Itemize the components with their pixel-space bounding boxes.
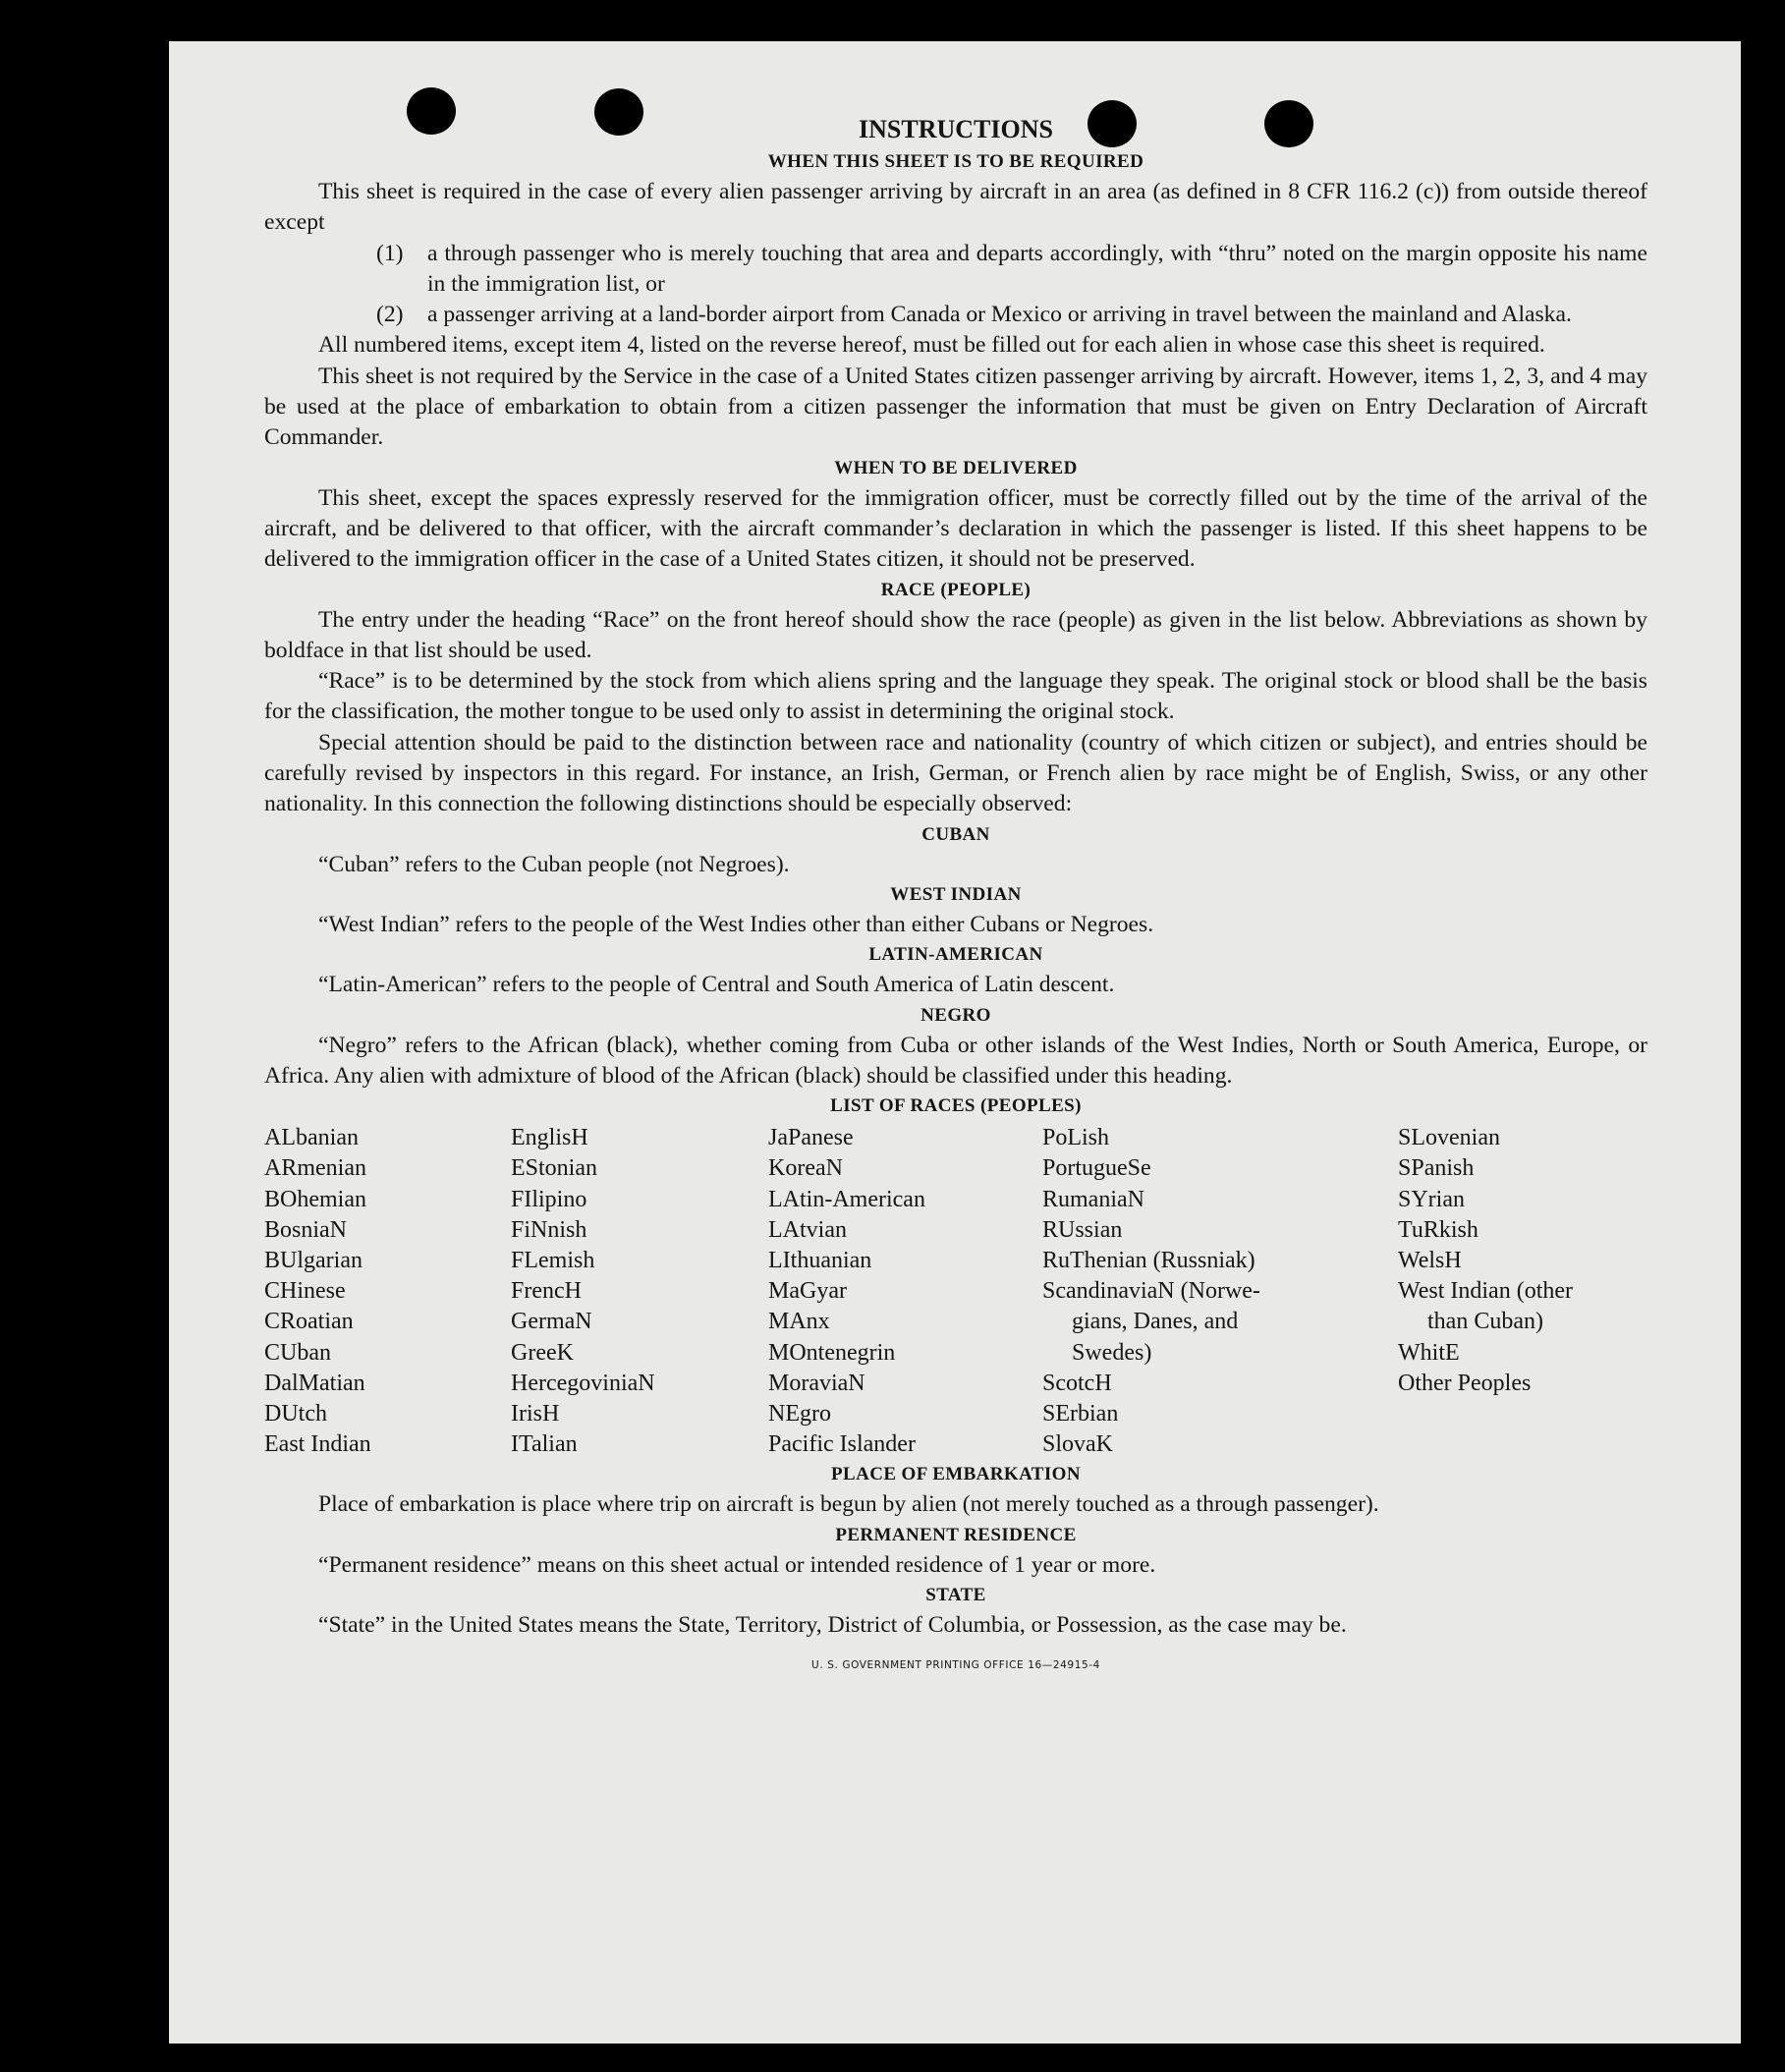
race-entry: JaPanese (768, 1125, 854, 1151)
race-entry: WhitE (1398, 1339, 1460, 1366)
race-entry: BosniaN (264, 1216, 347, 1243)
race-entry: PortugueSe (1042, 1155, 1151, 1182)
paragraph: All numbered items, except item 4, listed on the reverse hereof, must be filled out for each alien in whose case this sheet is required. (318, 332, 1545, 359)
instructions-content (264, 112, 1647, 1682)
race-entry: KoreaN (768, 1155, 843, 1182)
race-entry: ScandinaviaN (Norwe- (1042, 1278, 1260, 1305)
race-entry: SErbian (1042, 1400, 1119, 1427)
race-entry: DalMatian (264, 1370, 365, 1396)
paragraph: “State” in the United States means the State, Territory, District of Columbia, or Possession, as the case may be. (318, 1611, 1347, 1638)
race-entry: SLovenian (1398, 1125, 1500, 1151)
paragraph: Special attention should be paid to the distinction between race and nationality (country of which citizen or subject), and entries should be carefully revised by inspectors in this regard. For instance, an Irish, German, or French alien by race might be of English, Swiss, or any other nationality. In this connection the following distinctions should be especially observed: (264, 729, 1647, 817)
paragraph: “West Indian” refers to the people of the West Indies other than either Cubans or Negroes. (318, 911, 1154, 937)
item-text: a passenger arriving at a land-border airport from Canada or Mexico or arriving in travel between the mainland and Alaska. (427, 302, 1572, 328)
list-item (264, 300, 1647, 330)
item-number: (2) (376, 302, 404, 328)
section-heading: WHEN TO BE DELIVERED (834, 457, 1078, 478)
race-entry: MoraviaN (768, 1370, 865, 1396)
race-entry: GermaN (511, 1309, 592, 1335)
race-entry: HercegoviniaN (511, 1370, 655, 1396)
section-heading: LATIN-AMERICAN (868, 944, 1043, 966)
paragraph: “Latin-American” refers to the people of Central and South America of Latin descent. (318, 972, 1115, 998)
race-entry: PoLish (1042, 1125, 1110, 1151)
race-entry: MAnx (768, 1309, 830, 1335)
race-column (264, 1123, 511, 1460)
race-column (768, 1123, 1042, 1460)
race-entry: IrisH (511, 1400, 560, 1427)
race-entry: BUlgarian (264, 1247, 363, 1273)
paragraph: The entry under the heading “Race” on the front hereof should show the race (people) as given in the list below. Abbreviations as shown by boldface in that list should be used. (264, 606, 1647, 663)
race-entry: EnglisH (511, 1125, 588, 1151)
paragraph: “Negro” refers to the African (black), whether coming from Cuba or other islands of the West Indies, North or South America, Europe, or Africa. Any alien with admixture of blood of the African (black) should be classified under this heading. (264, 1032, 1647, 1089)
race-entry: DUtch (264, 1400, 327, 1427)
race-entry: than Cuban) (1427, 1309, 1543, 1335)
race-entry: Swedes) (1072, 1339, 1152, 1366)
list-item (264, 239, 1647, 301)
page-title: INSTRUCTIONS (859, 115, 1053, 143)
race-entry: RumaniaN (1042, 1186, 1144, 1212)
race-entry: CRoatian (264, 1309, 354, 1335)
paragraph: “Permanent residence” means on this sheet actual or intended residence of 1 year or more. (318, 1551, 1156, 1578)
race-entry: SlovaK (1042, 1431, 1113, 1458)
race-entry: SPanish (1398, 1155, 1475, 1182)
race-entry: GreeK (511, 1339, 574, 1366)
race-entry: ARmenian (264, 1155, 366, 1182)
race-entry: BOhemian (264, 1186, 366, 1212)
race-list (264, 1123, 1647, 1460)
race-entry: ITalian (511, 1431, 578, 1458)
race-entry: FrencH (511, 1278, 582, 1305)
instruction-sheet (169, 41, 1741, 2044)
section-heading: WEST INDIAN (890, 883, 1022, 905)
item-text: a through passenger who is merely touching that area and departs accordingly, with “thru” noted on the margin opposite his name in the immigration list, or (427, 240, 1647, 297)
section-heading: STATE (925, 1584, 986, 1605)
race-entry: Other Peoples (1398, 1370, 1532, 1396)
section-heading: RACE (PEOPLE) (880, 579, 1032, 600)
race-entry: TuRkish (1398, 1216, 1478, 1243)
race-entry: FLemish (511, 1247, 595, 1273)
section-heading: WHEN THIS SHEET IS TO BE REQUIRED (767, 151, 1144, 172)
paragraph: This sheet is not required by the Service in the case of a United States citizen passenger arriving by aircraft. However, items 1, 2, 3, and 4 may be used at the place of embarkation to obtain from a citizen passenger the information that must be given on Entry Declaration of Aircraft Commander. (264, 363, 1647, 451)
paragraph: “Race” is to be determined by the stock from which aliens spring and the language they speak. The original stock or blood shall be the basis for the classification, the mother tongue to be used only to assist in determining the original stock. (264, 668, 1647, 725)
race-entry: ALbanian (264, 1125, 359, 1151)
race-entry: East Indian (264, 1431, 371, 1458)
section-heading: PLACE OF EMBARKATION (831, 1464, 1081, 1485)
race-entry: MOntenegrin (768, 1339, 896, 1366)
section-heading: CUBAN (921, 823, 990, 845)
section-heading: NEGRO (920, 1004, 991, 1026)
race-entry: FiNnish (511, 1216, 587, 1243)
race-column (511, 1123, 768, 1460)
section-heading: PERMANENT RESIDENCE (835, 1524, 1077, 1545)
race-entry: RuThenian (Russniak) (1042, 1247, 1255, 1273)
paragraph: “Cuban” refers to the Cuban people (not Negroes). (318, 851, 790, 877)
race-entry: CHinese (264, 1278, 346, 1305)
race-entry: NEgro (768, 1400, 831, 1427)
race-entry: West Indian (other (1398, 1278, 1574, 1305)
race-entry: FIlipino (511, 1186, 587, 1212)
race-entry: MaGyar (768, 1278, 847, 1305)
race-entry: EStonian (511, 1155, 597, 1182)
race-entry: ScotcH (1042, 1370, 1112, 1396)
race-entry: LAtin-American (768, 1186, 925, 1212)
paragraph: This sheet is required in the case of every alien passenger arriving by aircraft in an area (as defined in 8 CFR 116.2 (c)) from outside thereof except (264, 179, 1647, 236)
race-entry: gians, Danes, and (1072, 1309, 1239, 1335)
race-entry: RUssian (1042, 1216, 1123, 1243)
section-heading: LIST OF RACES (PEOPLES) (830, 1095, 1082, 1117)
race-column (1398, 1123, 1647, 1460)
item-number: (1) (376, 240, 404, 266)
printer-imprint: U. S. GOVERNMENT PRINTING OFFICE 16—24915-4 (811, 1659, 1100, 1672)
race-entry: WelsH (1398, 1247, 1462, 1273)
paragraph: Place of embarkation is place where trip on aircraft is begun by alien (not merely touched as a through passenger). (318, 1491, 1379, 1518)
race-entry: Pacific Islander (768, 1431, 916, 1458)
race-entry: CUban (264, 1339, 331, 1366)
race-entry: LAtvian (768, 1216, 847, 1243)
race-entry: SYrian (1398, 1186, 1465, 1212)
race-entry: LIthuanian (768, 1247, 872, 1273)
race-column (1042, 1123, 1398, 1460)
paragraph: This sheet, except the spaces expressly reserved for the immigration officer, must be correctly filled out by the time of the arrival of the aircraft, and be delivered to that officer, with the aircraft commander’s declaration in which the passenger is listed. If this sheet happens to be delivered to the immigration officer in the case of a United States citizen, it should not be preserved. (264, 484, 1647, 573)
